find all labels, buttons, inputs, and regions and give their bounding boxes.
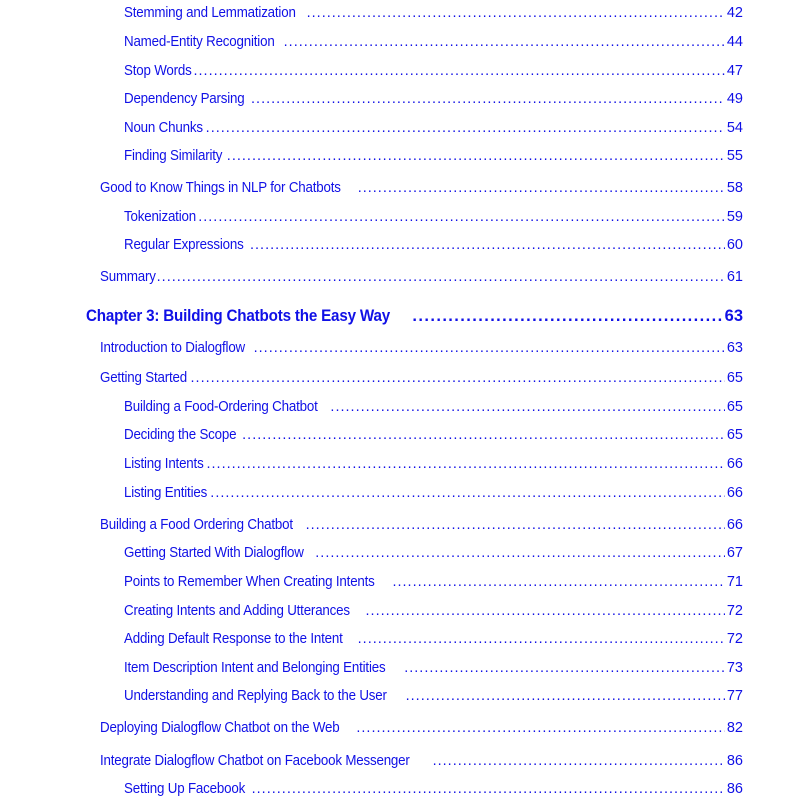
toc-entry-page-number: 86 (726, 781, 743, 797)
toc-entry[interactable] (124, 781, 743, 797)
toc-entry[interactable] (124, 5, 743, 21)
toc-dot-leader (191, 370, 725, 386)
toc-entry-title: Stemming and Lemmatization (124, 5, 296, 21)
toc-entry-page-number: 63 (724, 307, 743, 325)
toc-dot-leader (358, 631, 725, 647)
toc-dot-leader (250, 237, 725, 253)
toc-entry-page-number: 72 (726, 631, 743, 647)
toc-entry[interactable] (124, 427, 743, 443)
toc-entry-title: Integrate Dialogflow Chatbot on Facebook Messenger (100, 753, 410, 769)
toc-entry-title: Listing Entities (124, 485, 208, 501)
toc-entry[interactable] (100, 517, 743, 533)
toc-entry-title: Deploying Dialogflow Chatbot on the Web (100, 720, 340, 736)
toc-entry-page-number: 72 (726, 603, 743, 619)
toc-entry-page-number: 61 (726, 269, 743, 285)
toc-dot-leader (366, 603, 725, 619)
toc-entry-title: Summary (100, 269, 156, 285)
toc-entry-page-number: 71 (726, 574, 743, 590)
toc-entry-title: Dependency Parsing (124, 91, 245, 107)
toc-dot-leader (242, 427, 725, 443)
toc-dot-leader (284, 34, 725, 50)
toc-entry[interactable] (124, 209, 743, 225)
toc-entry-title: Understanding and Replying Back to the User (124, 688, 387, 704)
toc-entry-title: Creating Intents and Adding Utterances (124, 603, 350, 619)
toc-entry-page-number: 44 (726, 34, 743, 50)
toc-entry[interactable] (124, 237, 743, 253)
toc-entry-page-number: 66 (726, 456, 743, 472)
toc-dot-leader (404, 660, 725, 676)
toc-entry[interactable] (124, 574, 743, 590)
toc-dot-leader (252, 781, 725, 797)
toc-entry[interactable] (124, 120, 743, 136)
toc-dot-leader (254, 340, 725, 356)
toc-entry-title: Chapter 3: Building Chatbots the Easy Way (86, 307, 390, 325)
toc-dot-leader (433, 753, 725, 769)
toc-entry-page-number: 65 (726, 370, 743, 386)
toc-entry[interactable] (100, 180, 743, 196)
toc-entry-page-number: 66 (726, 517, 743, 533)
toc-entry-page-number: 63 (726, 340, 743, 356)
toc-entry-page-number: 58 (726, 180, 743, 196)
toc-entry-page-number: 54 (726, 120, 743, 136)
toc-entry-title: Stop Words (124, 63, 192, 79)
toc-dot-leader (330, 399, 724, 415)
toc-entry-title: Item Description Intent and Belonging Entities (124, 660, 386, 676)
toc-entry-title: Good to Know Things in NLP for Chatbots (100, 180, 341, 196)
toc-entry[interactable] (124, 631, 743, 647)
toc-dot-leader (227, 148, 725, 164)
toc-entry[interactable] (124, 91, 743, 107)
toc-entry[interactable] (124, 34, 743, 50)
toc-entry-title: Adding Default Response to the Intent (124, 631, 343, 647)
toc-entry-title: Named-Entity Recognition (124, 34, 275, 50)
toc-dot-leader (392, 574, 724, 590)
toc-dot-leader (194, 63, 725, 79)
toc-entry-title: Points to Remember When Creating Intents (124, 574, 375, 590)
toc-entry[interactable] (100, 370, 743, 386)
toc-entry-title: Deciding the Scope (124, 427, 237, 443)
toc-dot-leader (251, 91, 725, 107)
toc-dot-leader (157, 269, 725, 285)
toc-dot-leader (356, 720, 725, 736)
toc-entry-page-number: 65 (726, 399, 743, 415)
toc-entry-page-number: 65 (726, 427, 743, 443)
toc-entry-page-number: 77 (726, 688, 743, 704)
toc-entry[interactable] (100, 753, 743, 769)
toc-entry[interactable] (124, 485, 743, 501)
toc-entry-title: Introduction to Dialogflow (100, 340, 246, 356)
toc-entry-page-number: 60 (726, 237, 743, 253)
toc-entry[interactable] (124, 63, 743, 79)
toc-entry-page-number: 59 (726, 209, 743, 225)
toc-entry[interactable] (124, 603, 743, 619)
toc-entry[interactable] (124, 456, 743, 472)
toc-entry[interactable] (100, 269, 743, 285)
toc-entry-page-number: 82 (726, 720, 743, 736)
toc-entry-page-number: 47 (726, 63, 743, 79)
toc-entry[interactable] (124, 545, 743, 561)
toc-dot-leader (358, 180, 725, 196)
toc-entry-title: Getting Started (100, 370, 187, 386)
toc-entry-title: Noun Chunks (124, 120, 203, 136)
toc-entry-page-number: 42 (726, 5, 743, 21)
toc-entry-page-number: 55 (726, 148, 743, 164)
toc-dot-leader (307, 5, 725, 21)
toc-dot-leader (406, 688, 725, 704)
toc-entry-title: Finding Similarity (124, 148, 223, 164)
toc-dot-leader (315, 545, 725, 561)
toc-entry-title: Regular Expressions (124, 237, 244, 253)
toc-dot-leader (412, 307, 722, 326)
toc-entry-title: Setting Up Facebook (124, 781, 246, 797)
toc-entry-title: Tokenization (124, 209, 196, 225)
toc-entry[interactable] (100, 720, 743, 736)
toc-entry[interactable] (124, 399, 743, 415)
toc-entry-page-number: 49 (726, 91, 743, 107)
toc-entry-title: Building a Food-Ordering Chatbot (124, 399, 318, 415)
toc-chapter-entry[interactable] (86, 307, 743, 326)
toc-entry-page-number: 66 (726, 485, 743, 501)
toc-entry-page-number: 86 (726, 753, 743, 769)
toc-entry[interactable] (124, 148, 743, 164)
toc-dot-leader (206, 120, 725, 136)
toc-dot-leader (198, 209, 725, 225)
toc-entry[interactable] (124, 660, 743, 676)
toc-entry-title: Building a Food Ordering Chatbot (100, 517, 293, 533)
toc-entry-title: Listing Intents (124, 456, 204, 472)
toc-entry-page-number: 67 (726, 545, 743, 561)
toc-entry-title: Getting Started With Dialogflow (124, 545, 304, 561)
toc-dot-leader (306, 517, 725, 533)
toc-dot-leader (206, 456, 724, 472)
toc-entry-page-number: 73 (726, 660, 743, 676)
toc-entry[interactable] (100, 340, 743, 356)
toc-entry[interactable] (124, 688, 743, 704)
toc-dot-leader (210, 485, 725, 501)
